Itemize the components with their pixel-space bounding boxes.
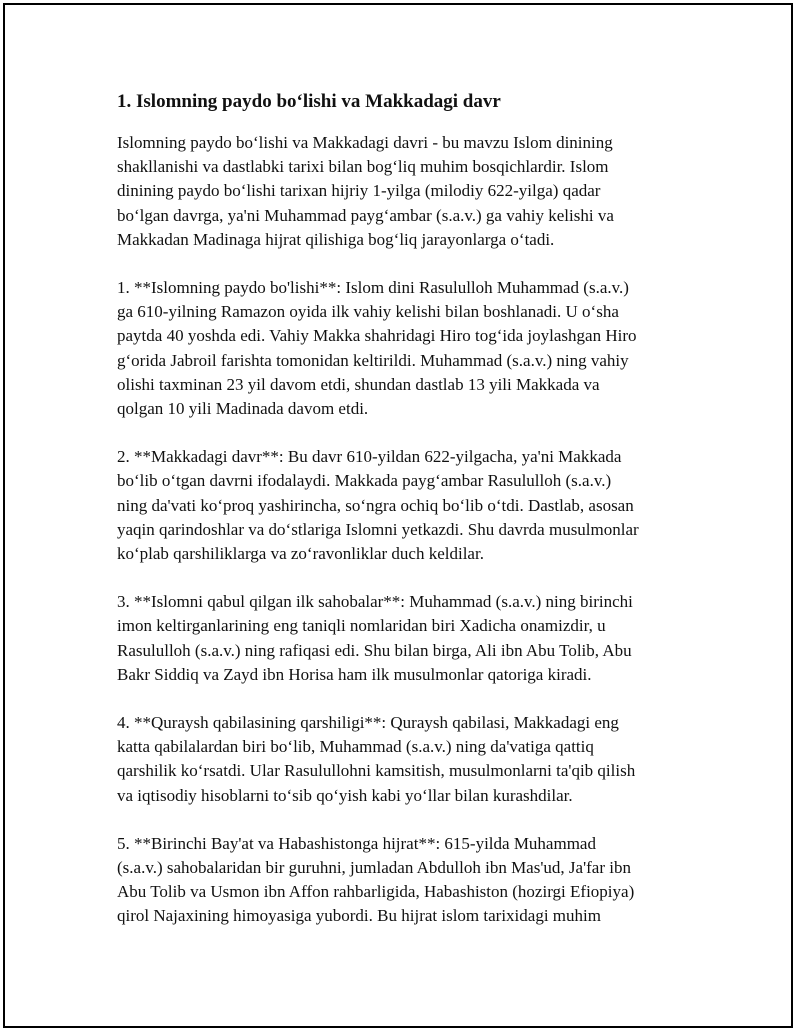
text-line: yaqin qarindoshlar va doʻstlariga Islomni yetkazdi. Shu davrda musulmonlar — [117, 519, 639, 539]
text-line: dinining paydo boʻlishi tarixan hijriy 1-yilga (milodiy 622-yilga) qadar — [117, 181, 601, 201]
text-line: boʻlgan davrga, ya'ni Muhammad paygʻambar (s.a.v.) ga vahiy kelishi va — [117, 205, 614, 225]
section-5-paragraph — [117, 832, 717, 929]
text-line: Islomning paydo boʻlishi va Makkadagi davri - bu mavzu Islom dinining — [117, 133, 613, 152]
text-line: (s.a.v.) sahobalaridan bir guruhni, jumladan Abdulloh ibn Mas'ud, Ja'far ibn — [117, 858, 631, 878]
text-line: Bakr Siddiq va Zayd ibn Horisa ham ilk musulmonlar qatoriga kiradi. — [117, 664, 592, 684]
text-line: paytda 40 yoshda edi. Vahiy Makka shahridagi Hiro togʻida joylashgan Hiro — [117, 326, 637, 346]
text-line: 3. **Islomni qabul qilgan ilk sahobalar**: Muhammad (s.a.v.) ning birinchi — [117, 592, 633, 612]
text-line: koʻplab qarshiliklarga va zoʻravonliklar duch keldilar. — [117, 544, 484, 564]
document-body — [117, 90, 717, 953]
section-4-paragraph — [117, 711, 717, 808]
text-line: Rasululloh (s.a.v.) ning rafiqasi edi. Shu bilan birga, Ali ibn Abu Tolib, Abu — [117, 640, 632, 660]
text-line: 4. **Quraysh qabilasining qarshiligi**: Quraysh qabilasi, Makkadagi eng — [117, 713, 619, 733]
text-line: qirol Najaxining himoyasiga yubordi. Bu hijrat islom tarixidagi muhim — [117, 906, 601, 926]
section-2-paragraph — [117, 445, 717, 566]
text-line: imon keltirganlarining eng taniqli nomlaridan biri Xadicha onamizdir, u — [117, 616, 606, 636]
text-line: shakllanishi va dastlabki tarixi bilan bogʻliq muhim bosqichlardir. Islom — [117, 157, 609, 177]
text-line: 1. **Islomning paydo bo'lishi**: Islom dini Rasululloh Muhammad (s.a.v.) — [117, 278, 629, 298]
text-line: gʻorida Jabroil farishta tomonidan keltirildi. Muhammad (s.a.v.) ning vahiy — [117, 350, 629, 370]
text-line: katta qabilalardan biri boʻlib, Muhammad (s.a.v.) ning da'vatiga qattiq — [117, 737, 594, 757]
text-line: 2. **Makkadagi davr**: Bu davr 610-yildan 622-yilgacha, ya'ni Makkada — [117, 447, 622, 467]
text-line: qarshilik koʻrsatdi. Ular Rasulullohni kamsitish, musulmonlarni ta'qib qilish — [117, 761, 636, 781]
intro-paragraph — [117, 131, 717, 252]
text-line: Makkadan Madinaga hijrat qilishiga bogʻliq jarayonlarga oʻtadi. — [117, 229, 555, 249]
text-line: Abu Tolib va Usmon ibn Affon rahbarligida, Habashiston (hozirgi Efiopiya) — [117, 882, 635, 902]
text-line: va iqtisodiy hisoblarni toʻsib qoʻyish kabi yoʻllar bilan kurashdilar. — [117, 785, 573, 805]
text-line: ning da'vati koʻproq yashirincha, soʻngra ochiq boʻlib oʻtdi. Dastlab, asosan — [117, 495, 634, 515]
section-3-paragraph — [117, 590, 717, 687]
text-line: ga 610-yilning Ramazon oyida ilk vahiy kelishi bilan boshlanadi. U oʻsha — [117, 302, 619, 322]
text-line: boʻlib oʻtgan davrni ifodalaydi. Makkada paygʻambar Rasululloh (s.a.v.) — [117, 471, 612, 491]
text-line: qolgan 10 yili Madinada davom etdi. — [117, 399, 369, 419]
text-line: 5. **Birinchi Bay'at va Habashistonga hijrat**: 615-yilda Muhammad — [117, 833, 596, 853]
document-title: 1. Islomning paydo boʻlishi va Makkadagi davr — [117, 91, 501, 112]
section-1-paragraph — [117, 276, 717, 421]
text-line: olishi taxminan 23 yil davom etdi, shundan dastlab 13 yili Makkada va — [117, 374, 600, 394]
